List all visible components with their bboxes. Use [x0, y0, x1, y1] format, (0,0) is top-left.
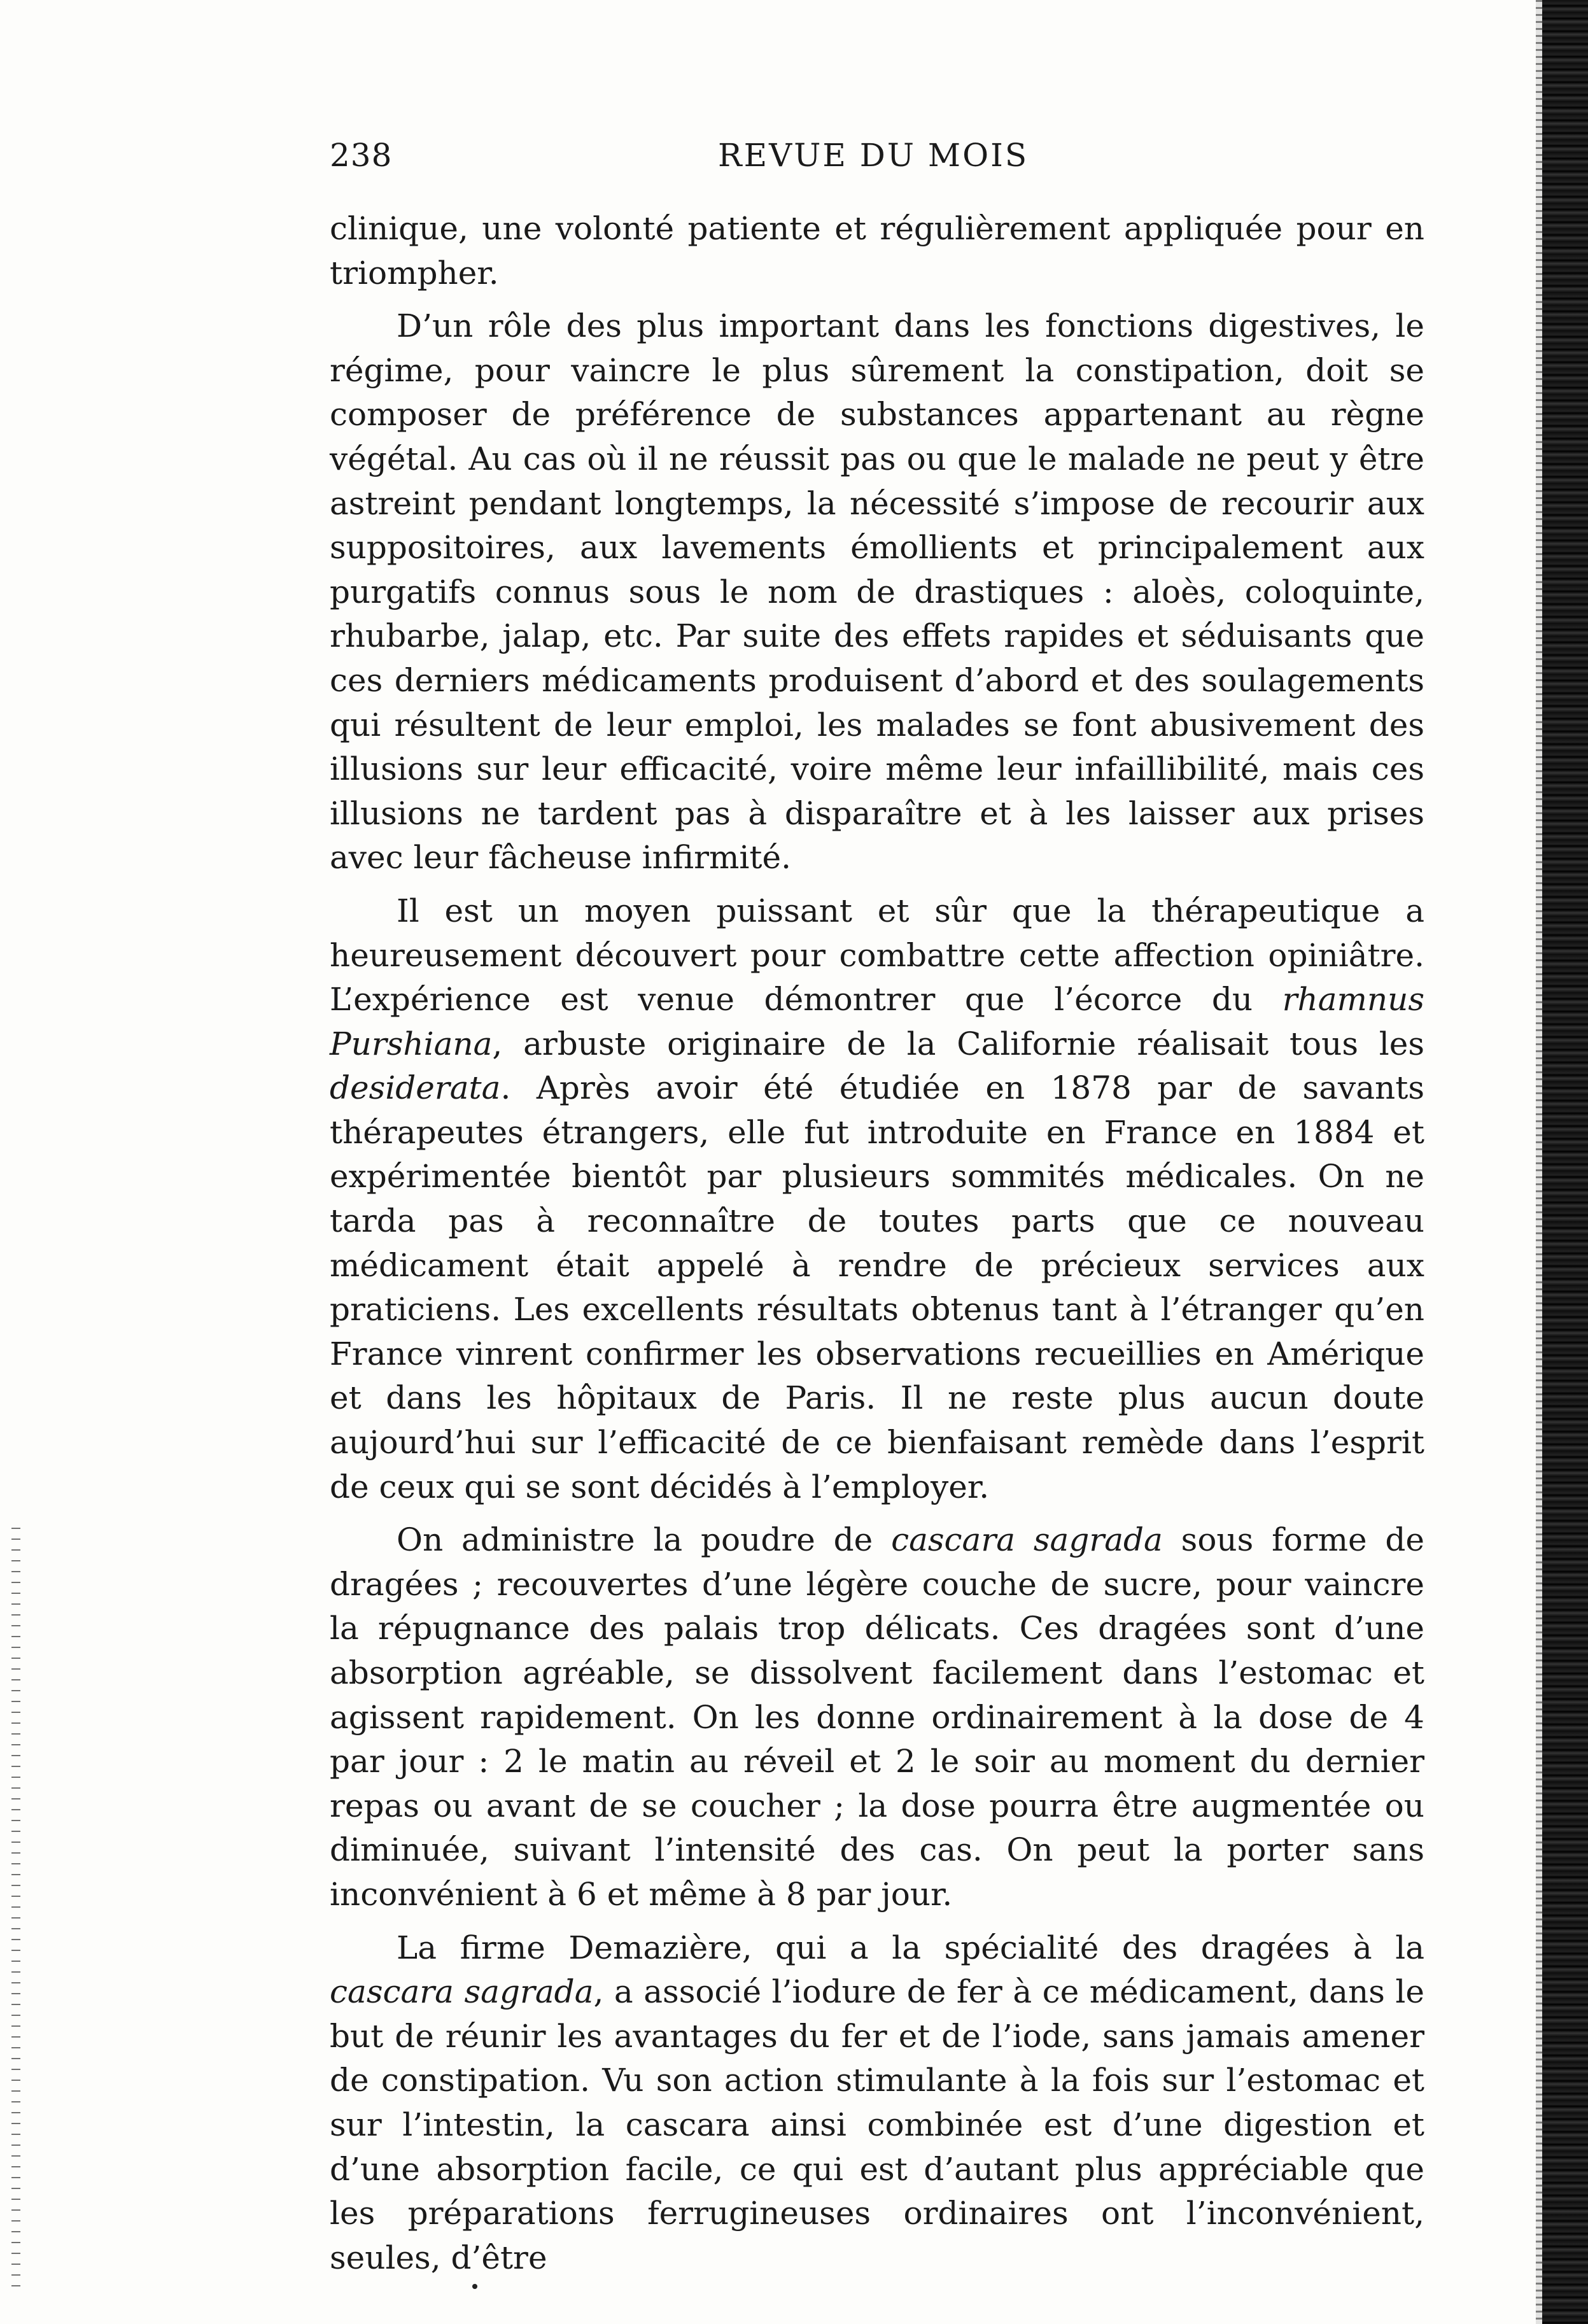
italic-term: rhamnus Purshiana: [330, 981, 1424, 1062]
text-segment: Il est un moyen puissant et sûr que la thérapeutique a heureusement découvert pour combattre cette affection opiniâtre. L’expérience est venue démontrer que l’écorce du: [330, 892, 1424, 1018]
text-segment: , a associé l’iodure de fer à ce médicament, dans le but de réunir les avantages du fer et de l’iode, sans jamais amener de constipation. Vu son action stimulante à la fois sur l’estomac et sur l’intestin, la cascara ainsi combinée est d’une digestion et d’une absorption facile, ce qui est d’autant plus appréciable que les préparations ferrugineuses ordinaires ont l’inconvénient, seules, d’être: [330, 1973, 1424, 2276]
ink-speck: [472, 2284, 477, 2289]
body-text: [330, 207, 1424, 2280]
running-title: REVUE DU MOIS: [718, 137, 1029, 174]
paragraph: [330, 889, 1424, 1509]
text-segment: , arbuste originaire de la Californie réalisait tous les: [492, 1025, 1424, 1062]
text-segment: . Après avoir été étudiée en 1878 par de savants thérapeutes étrangers, elle fut introduite en France en 1884 et expérimentée bientôt par plusieurs sommités médicales. On ne tarda pas à reconnaître de toutes parts que ce nouveau médicament était appelé à rendre de précieux services aux praticiens. Les excellents résultats obtenus tant à l’étranger qu’en France vinrent confirmer les observations recueillies en Amérique et dans les hôpitaux de Paris. Il ne reste plus aucun doute aujourd’hui sur l’efficacité de ce bienfaisant remède dans l’esprit de ceux qui se sont décidés à l’employer.: [330, 1069, 1424, 1505]
text-segment: On administre la poudre de: [397, 1521, 892, 1559]
text-segment: D’un rôle des plus important dans les fonctions digestives, le régime, pour vaincre le plus sûrement la constipation, doit se composer de préférence de substances appartenant au règne végétal. Au cas où il ne réussit pas ou que le malade ne peut y être astreint pendant longtemps, la nécessité s’impose de recourir aux suppositoires, aux lavements émollients et principalement aux purgatifs connus sous le nom de drastiques : aloès, coloquinte, rhubarbe, jalap, etc. Par suite des effets rapides et séduisants que ces derniers médicaments produisent d’abord et des soulagements qui résultent de leur emploi, les malades se font abusivement des illusions sur leur efficacité, voire même leur infaillibilité, mais ces illusions ne tardent pas à disparaître et à les laisser aux prises avec leur fâcheuse infirmité.: [330, 307, 1424, 877]
text-segment: clinique, une volonté patiente et régulièrement appliquée pour en triompher.: [330, 210, 1424, 292]
italic-term: cascara sagrada: [891, 1521, 1163, 1559]
paragraph: [330, 304, 1424, 880]
text-segment: sous forme de dragées ; recouvertes d’une légère couche de sucre, pour vaincre la répugnance des palais trop délicats. Ces dragées sont d’une absorption agréable, se dissolvent facilement dans l’estomac et agissent rapidement. On les donne ordinairement à la dose de 4 par jour : 2 le matin au réveil et 2 le soir au moment du dernier repas ou avant de se coucher ; la dose pourra être augmentée ou diminuée, suivant l’intensité des cas. On peut la porter sans inconvénient à 6 et même à 8 par jour.: [330, 1521, 1424, 1913]
paragraph: [330, 207, 1424, 295]
italic-term: cascara sagrada: [330, 1973, 594, 2011]
text-segment: La firme Demazière, qui a la spécialité des dragées à la: [397, 1929, 1424, 1966]
scan-binding-edge: [1542, 0, 1588, 2324]
page-header: [330, 137, 1412, 181]
page-number: 238: [330, 137, 393, 174]
scan-margin-marks: [11, 1528, 20, 2292]
paragraph: [330, 1926, 1424, 2281]
paragraph: [330, 1518, 1424, 1917]
italic-term: desiderata: [330, 1069, 501, 1107]
